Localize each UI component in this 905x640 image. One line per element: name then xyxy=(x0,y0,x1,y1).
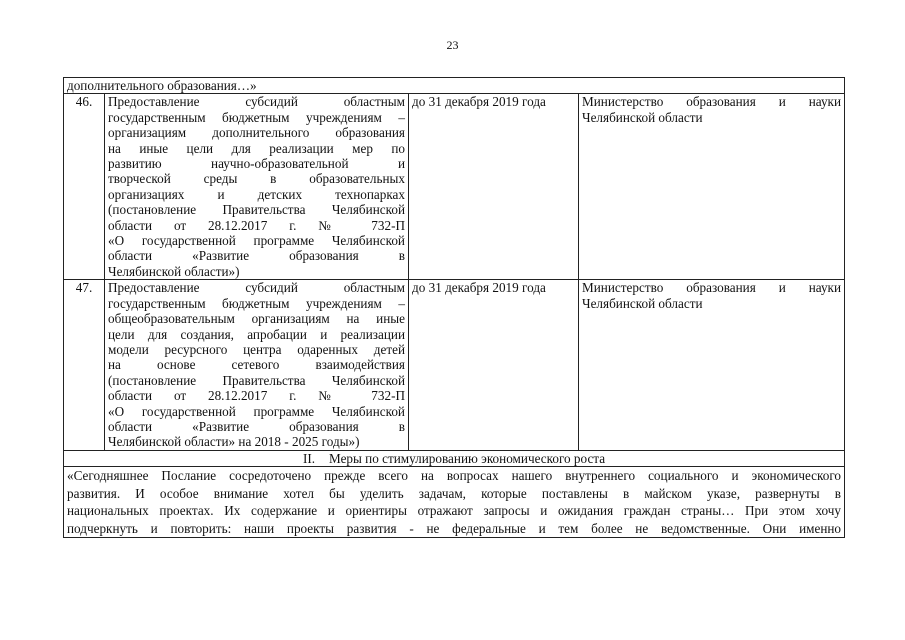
address-quote xyxy=(64,467,845,538)
description-line: на основе сетевого взаимодействия xyxy=(108,357,405,373)
description-line: Челябинской области») xyxy=(108,263,240,279)
description-line: государственным бюджетным учреждениям – xyxy=(108,109,405,125)
responsible-agency: Министерство образования и науки Челябинской области xyxy=(579,280,845,450)
deadline: до 31 декабря 2019 года xyxy=(409,94,579,280)
description-line: «О государственной программе Челябинской xyxy=(108,233,405,249)
description-line: общеобразовательным организациям на иные xyxy=(108,311,405,327)
measures-table xyxy=(63,77,845,538)
document-body xyxy=(63,77,844,640)
row-number: 46. xyxy=(64,94,105,280)
description-line: творческой среды в образовательных xyxy=(108,171,405,187)
measure-description xyxy=(105,280,409,450)
description-line: (постановление Правительства Челябинской xyxy=(108,202,405,218)
description-line: модели ресурсного центра одаренных детей xyxy=(108,341,405,357)
quote-line: «Сегодняшнее Послание сосредоточено прежде всего на вопросах нашего внутреннего социального и экономического xyxy=(67,468,842,484)
table-row xyxy=(64,280,845,450)
quote-line: развития. И особое внимание хотел бы уделить задачам, которые поставлены в майском указе, развернуты в xyxy=(67,485,842,501)
section-number: II. xyxy=(302,450,316,466)
carryover-text: дополнительного образования…» xyxy=(64,78,845,94)
section-title: Меры по стимулированию экономического роста xyxy=(329,450,606,466)
description-line: области от 28.12.2017 г. № 732-П xyxy=(108,217,405,233)
description-line: Предоставление субсидий областным xyxy=(108,94,405,110)
section-header xyxy=(64,450,845,466)
section-header-row xyxy=(64,450,845,466)
description-line: организациях и детских технопарках xyxy=(108,186,405,202)
carryover-row xyxy=(64,78,845,94)
page-number: 23 xyxy=(446,38,459,52)
description-line: Предоставление субсидий областным xyxy=(108,280,405,296)
description-line: «О государственной программе Челябинской xyxy=(108,403,405,419)
description-line: области «Развитие образования в xyxy=(108,248,405,264)
description-line: развитию научно-образовательной и xyxy=(108,156,405,172)
responsible-agency: Министерство образования и науки Челябинской области xyxy=(579,94,845,280)
description-line: организациям дополнительного образования xyxy=(108,125,405,141)
table-row xyxy=(64,94,845,280)
description-line: государственным бюджетным учреждениям – xyxy=(108,295,405,311)
deadline: до 31 декабря 2019 года xyxy=(409,280,579,450)
description-line: Челябинской области» на 2018 - 2025 годы») xyxy=(108,434,360,450)
quote-row xyxy=(64,467,845,538)
description-line: на иные цели для реализации мер по xyxy=(108,140,405,156)
description-line: области «Развитие образования в xyxy=(108,418,405,434)
measure-description xyxy=(105,94,409,280)
quote-line: подчеркнуть и повторить: наши проекты развития - не федеральные и тем более не ведомственные. Они именно xyxy=(67,520,842,536)
row-number: 47. xyxy=(64,280,105,450)
description-line: цели для создания, апробации и реализации xyxy=(108,326,405,342)
description-line: (постановление Правительства Челябинской xyxy=(108,372,405,388)
description-line: области от 28.12.2017 г. № 732-П xyxy=(108,388,405,404)
quote-line: национальных проектах. Их содержание и ориентиры отражают запросы и ожидания граждан страны… При этом хочу xyxy=(67,503,842,519)
